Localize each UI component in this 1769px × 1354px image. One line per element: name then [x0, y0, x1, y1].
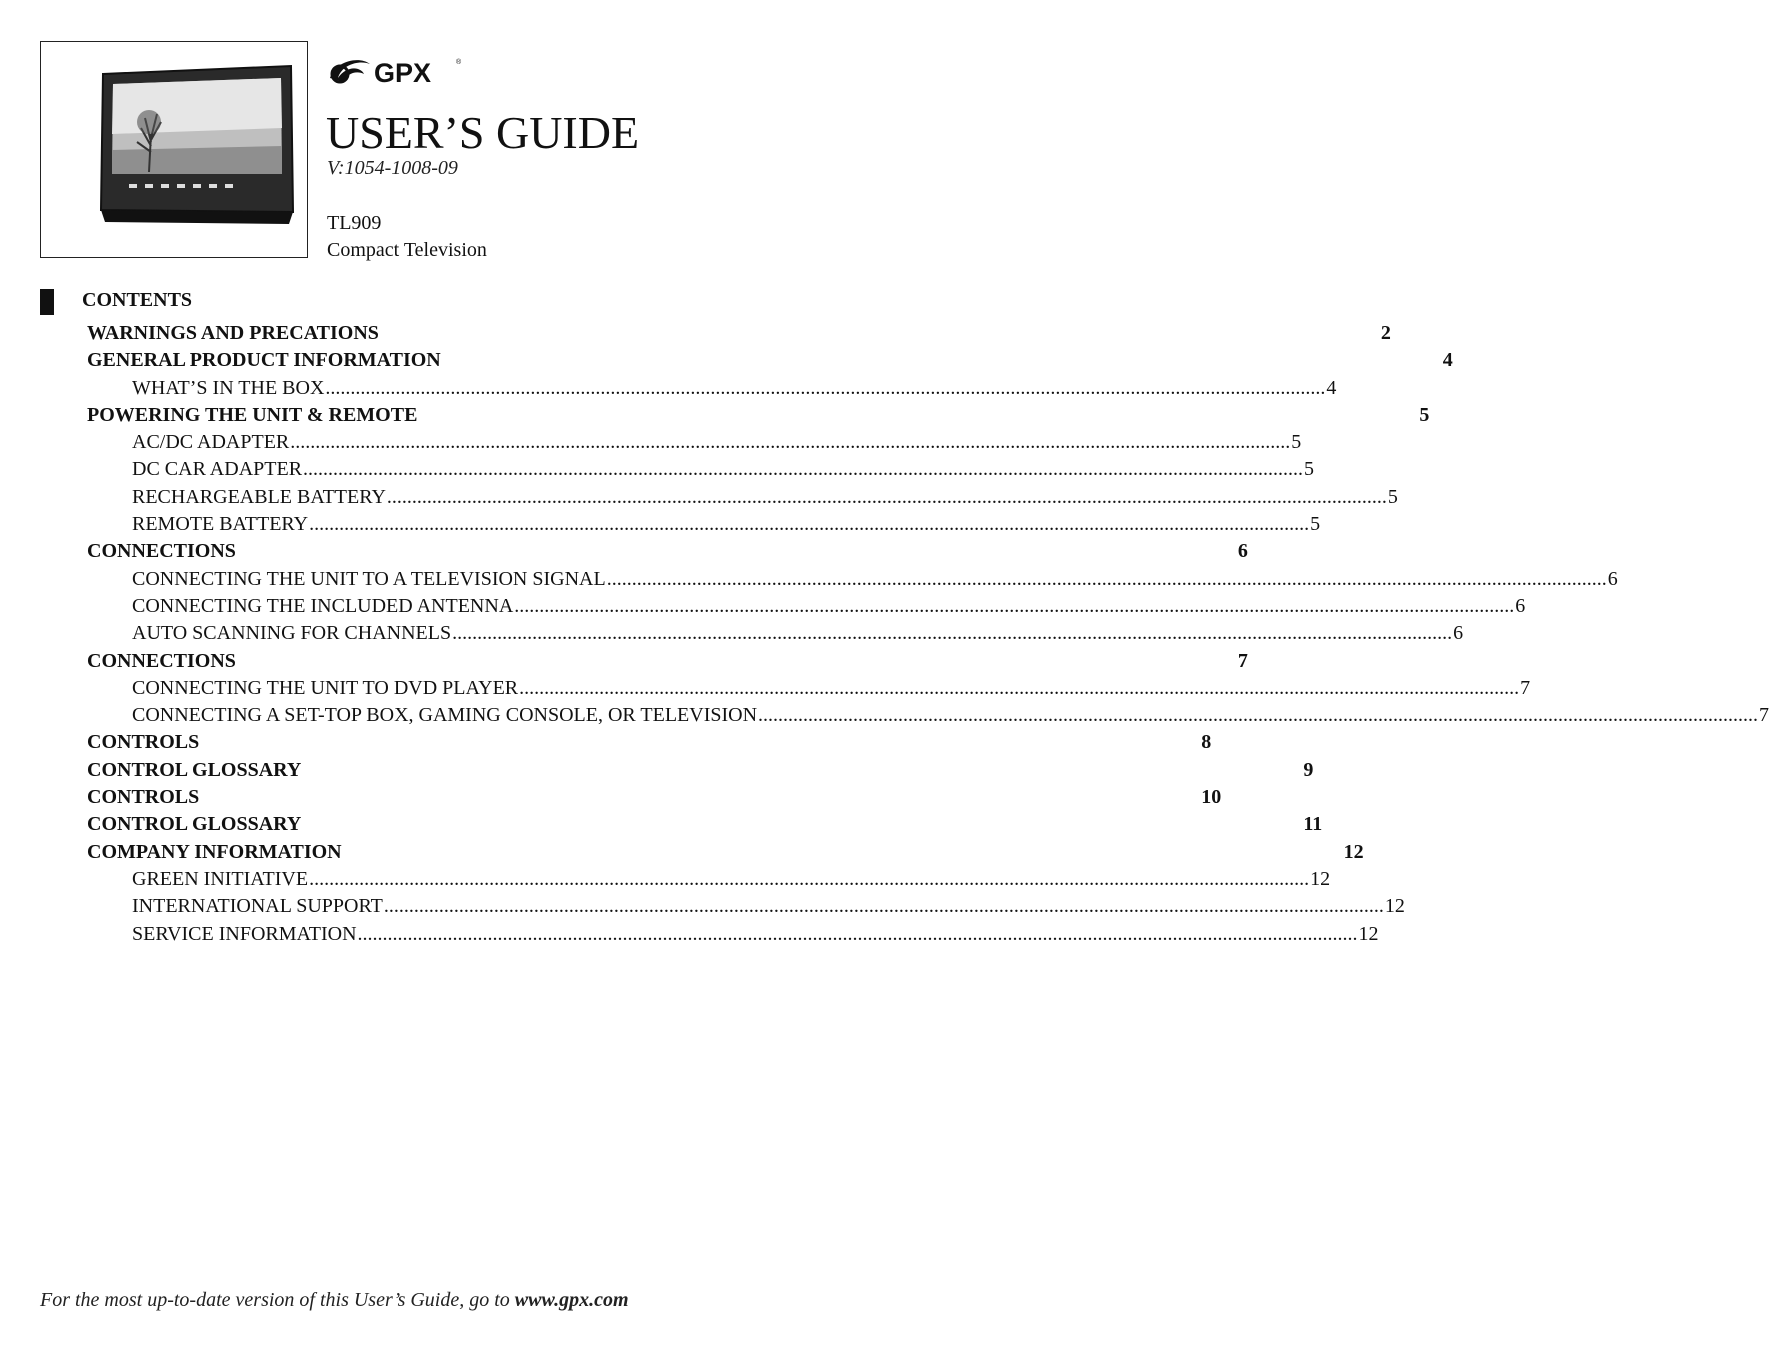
gpx-logo	[326, 52, 466, 93]
toc-entry-title: COMPANY INFORMATION	[87, 840, 342, 863]
toc-subsection-entry[interactable]	[87, 429, 1302, 456]
toc-subsection-entry[interactable]	[87, 702, 1769, 729]
toc-section-entry[interactable]	[87, 320, 1391, 347]
toc-page-number: 10	[1201, 786, 1222, 809]
toc-entry-title: DC CAR ADAPTER	[132, 458, 303, 481]
toc-entry-title: WARNINGS AND PRECATIONS	[87, 322, 379, 344]
toc-page-number: 5	[1419, 403, 1430, 426]
toc-subsection-entry[interactable]	[87, 593, 1526, 620]
toc-dot-leader: ........................................................................................................................................................................................................	[309, 513, 1310, 536]
toc-entry-title: CONTROLS	[87, 731, 200, 754]
brand-name: GPX	[374, 58, 432, 88]
toc-subsection-entry[interactable]	[87, 375, 1337, 402]
toc-page-number: 12	[1343, 840, 1364, 863]
toc-page-number: 12	[1310, 867, 1331, 890]
toc-entry-title: CONNECTIONS	[87, 540, 236, 563]
toc-section-entry[interactable]	[87, 648, 1248, 675]
toc-subsection-entry[interactable]	[87, 675, 1531, 702]
toc-dot-leader: ........................................................................................................................................................................................................	[386, 485, 1387, 508]
toc-page-number: 4	[1442, 349, 1453, 372]
toc-page-number: 6	[1453, 622, 1464, 645]
toc-subsection-entry[interactable]	[87, 484, 1398, 511]
toc-page-number: 5	[1304, 458, 1315, 481]
toc-section-entry[interactable]	[87, 729, 1212, 756]
toc-entry-title: WHAT’S IN THE BOX	[132, 376, 325, 399]
toc-dot-leader: ........................................................................................................................................................................................................	[758, 704, 1759, 727]
brand-logo-mark	[326, 52, 466, 88]
toc-entry-title: CONNECTIONS	[87, 649, 236, 672]
document-title: USER’S GUIDE	[326, 107, 640, 158]
toc-section-entry[interactable]	[87, 811, 1323, 838]
toc-subsection-entry[interactable]	[87, 620, 1464, 647]
toc-section-entry[interactable]	[87, 757, 1314, 784]
toc-entry-title: GENERAL PRODUCT INFORMATION	[87, 349, 441, 372]
toc-entry-title: AC/DC ADAPTER	[132, 431, 290, 454]
model-number: TL909	[327, 212, 382, 234]
toc-dot-leader: ........................................................................................................................................................................................................	[606, 567, 1607, 590]
toc-entry-title: CONNECTING A SET-TOP BOX, GAMING CONSOLE, OR TELEVISION	[132, 704, 758, 727]
toc-section-entry[interactable]	[87, 402, 1430, 429]
toc-entry-title: CONTROL GLOSSARY	[87, 758, 302, 781]
footer-text: For the most up-to-date version of this User’s Guide, go to	[40, 1289, 515, 1311]
toc-entry-title: POWERING THE UNIT & REMOTE	[87, 403, 418, 426]
toc-subsection-entry[interactable]	[87, 566, 1618, 593]
toc-dot-leader: ........................................................................................................................................................................................................	[290, 431, 1291, 454]
toc-page-number: 7	[1759, 704, 1769, 727]
toc-page-number: 2	[1380, 322, 1391, 344]
toc-entry-title: GREEN INITIATIVE	[132, 867, 309, 890]
contents-heading: CONTENTS	[82, 289, 193, 311]
toc-page-number: 6	[1237, 540, 1248, 563]
toc-subsection-entry[interactable]	[87, 866, 1331, 893]
table-of-contents	[87, 320, 1769, 948]
toc-entry-title: AUTO SCANNING FOR CHANNELS	[132, 622, 452, 645]
toc-dot-leader: ........................................................................................................................................................................................................	[357, 922, 1358, 945]
toc-dot-leader: ........................................................................................................................................................................................................	[452, 622, 1453, 645]
toc-page-number: 7	[1237, 649, 1248, 672]
product-photo	[40, 41, 308, 258]
product-name: Compact Television	[327, 239, 487, 261]
toc-page-number: 12	[1384, 895, 1405, 918]
toc-dot-leader: ........................................................................................................................................................................................................	[383, 895, 1384, 918]
toc-subsection-entry[interactable]	[87, 921, 1379, 948]
toc-page-number: 8	[1201, 731, 1212, 754]
toc-entry-title: REMOTE BATTERY	[132, 513, 309, 536]
toc-entry-title: CONTROLS	[87, 786, 200, 809]
toc-entry-title: INTERNATIONAL SUPPORT	[132, 895, 383, 918]
toc-dot-leader: ........................................................................................................................................................................................................	[309, 867, 1310, 890]
section-marker	[40, 289, 54, 315]
footer-url-link[interactable]: www.gpx.com	[514, 1289, 629, 1311]
toc-entry-title: CONNECTING THE INCLUDED ANTENNA	[132, 594, 514, 617]
toc-page-number: 5	[1291, 431, 1302, 454]
toc-entry-title: CONNECTING THE UNIT TO DVD PLAYER	[132, 676, 519, 699]
toc-dot-leader: ........................................................................................................................................................................................................	[325, 376, 1326, 399]
toc-page-number: 12	[1358, 922, 1379, 945]
toc-section-entry[interactable]	[87, 784, 1222, 811]
svg-text:®: ®	[456, 59, 462, 66]
toc-section-entry[interactable]	[87, 347, 1453, 374]
toc-page-number: 5	[1387, 485, 1398, 508]
toc-entry-title: CONNECTING THE UNIT TO A TELEVISION SIGNAL	[132, 567, 606, 590]
toc-entry-title: RECHARGEABLE BATTERY	[132, 485, 386, 508]
toc-subsection-entry[interactable]	[87, 893, 1405, 920]
toc-page-number: 11	[1303, 813, 1323, 836]
toc-entry-title: SERVICE INFORMATION	[132, 922, 357, 945]
toc-dot-leader: ........................................................................................................................................................................................................	[303, 458, 1304, 481]
toc-section-entry[interactable]	[87, 538, 1248, 565]
toc-subsection-entry[interactable]	[87, 511, 1321, 538]
toc-subsection-entry[interactable]	[87, 456, 1315, 483]
footer-note	[40, 1289, 629, 1312]
toc-page-number: 6	[1607, 567, 1618, 590]
toc-page-number: 7	[1520, 676, 1531, 699]
version-number: V:1054-1008-09	[327, 157, 458, 179]
toc-dot-leader: ........................................................................................................................................................................................................	[514, 594, 1515, 617]
toc-page-number: 6	[1515, 594, 1526, 617]
toc-page-number: 5	[1310, 513, 1321, 536]
toc-entry-title: CONTROL GLOSSARY	[87, 813, 302, 836]
toc-page-number: 9	[1303, 758, 1314, 781]
toc-section-entry[interactable]	[87, 839, 1364, 866]
toc-dot-leader: ........................................................................................................................................................................................................	[519, 676, 1520, 699]
tv-illustration	[41, 42, 307, 257]
toc-page-number: 4	[1326, 376, 1337, 399]
